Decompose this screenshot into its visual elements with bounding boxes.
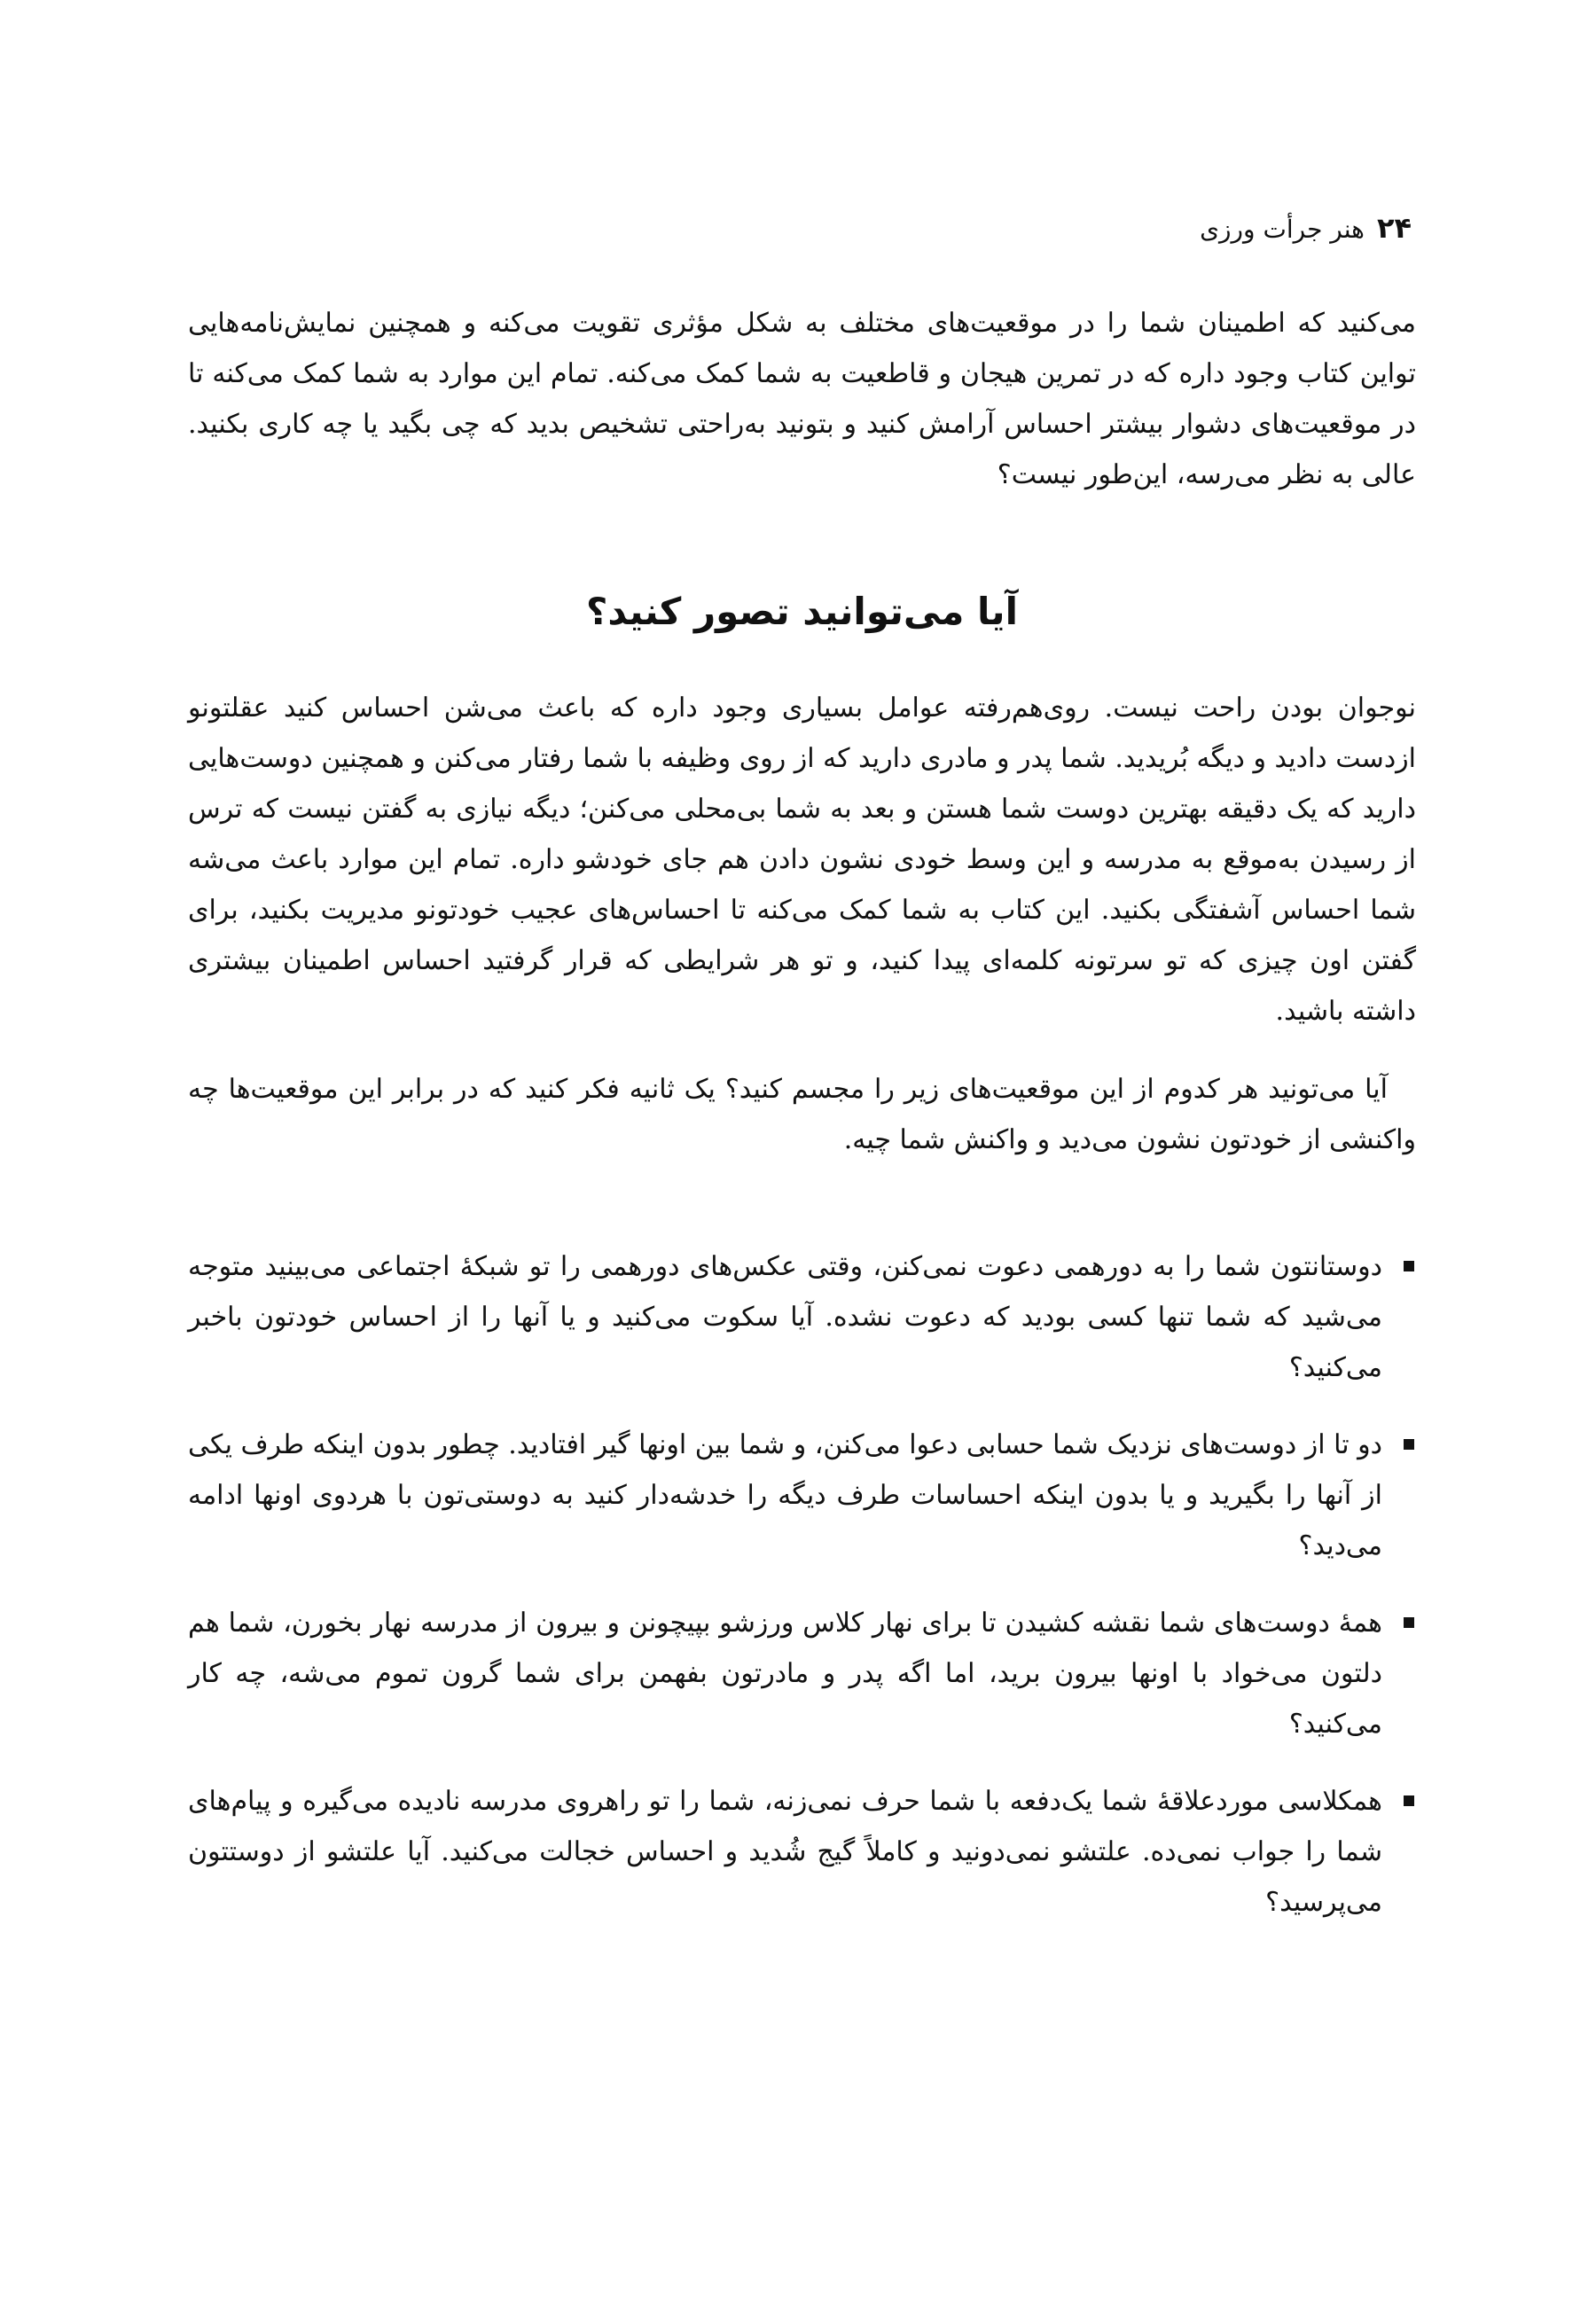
list-item	[188, 1776, 1416, 1928]
square-bullet-icon	[1404, 1439, 1414, 1450]
question-paragraph: آیا می‌تونید هر کدوم از این موقعیت‌های زیر را مجسم کنید؟ یک ثانیه فکر کنید که در برابر این موقعیت‌ها چه واکنشی از خودتون نشون می‌دید و واکنش شما چیه.	[188, 1074, 1416, 1155]
square-bullet-icon	[1404, 1261, 1414, 1271]
book-title: هنر جرأت ورزی	[1200, 215, 1365, 244]
section-heading: آیا می‌توانید تصور کنید؟	[586, 590, 1018, 633]
list-item-text: همکلاسی موردعلاقهٔ شما یک‌دفعه با شما حرف نمی‌زنه، شما را تو راهروی مدرسه نادیده می‌گیره و پیام‌های شما را جواب نمی‌ده. علتشو نمی‌دونید و کاملاً گیج شُدید و احساس خجالت می‌کنید. آیا علتشو از دوستتون می‌پرسید؟	[188, 1786, 1382, 1918]
square-bullet-icon	[1404, 1617, 1414, 1628]
list-item	[188, 1420, 1416, 1571]
list-item	[188, 1598, 1416, 1749]
intro-paragraph: می‌کنید که اطمینان شما را در موقعیت‌های مختلف به شکل مؤثری تقویت می‌کنه و همچنین نمایش‌نامه‌هایی تواین کتاب وجود داره که در تمرین هیجان و قاطعیت به شما کمک می‌کنه. تمام این موارد به شما کمک می‌کنه تا در موقعیت‌های دشوار بیشتر احساس آرامش کنید و بتونید به‌راحتی تشخیص بدید که چی بگید یا چه کاری بکنید. عالی به نظر می‌رسه، این‌طور نیست؟	[188, 308, 1416, 490]
list-item-text: دوستانتون شما را به دورهمی دعوت نمی‌کنن، وقتی عکس‌های دورهمی را تو شبکهٔ اجتماعی می‌بینید متوجه می‌شید که شما تنها کسی بودید که دعوت نشده. آیا سکوت می‌کنید و یا آنها را از احساس خودتون باخبر می‌کنید؟	[188, 1251, 1382, 1383]
list-item-text: همهٔ دوست‌های شما نقشه کشیدن تا برای نهار کلاس ورزشو بپیچونن و بیرون از مدرسه نهار بخورن، شما هم دلتون می‌خواد با اونها بیرون برید، اما اگه پدر و مادرتون بفهمن برای شما گرون تموم می‌شه، چه کار می‌کنید؟	[188, 1608, 1382, 1740]
running-header	[1200, 211, 1412, 245]
body-paragraph: نوجوان بودن راحت نیست. روی‌هم‌رفته عوامل بسیاری وجود داره که باعث می‌شن احساس کنید عقلتونو ازدست دادید و دیگه بُریدید. شما پدر و مادری دارید که از روی وظیفه با شما رفتار می‌کنن و همچنین دوست‌هایی دارید که یک دقیقه بهترین دوست شما هستن و بعد به شما بی‌محلی می‌کنن؛ دیگه نیازی به گفتن نیست که ترس از رسیدن به‌موقع به مدرسه و این وسط خودی نشون دادن هم جای خودشو داره. تمام این موارد باعث می‌شه شما احساس آشفتگی بکنید. این کتاب به شما کمک می‌کنه تا احساس‌های عجیب خودتونو مدیریت بکنید، برای گفتن اون چیزی که تو سرتونه کلمه‌ای پیدا کنید، و تو هر شرایطی که قرار گرفتید احساس اطمینان بیشتری داشته باشید.	[188, 692, 1416, 1027]
list-item	[188, 1241, 1416, 1393]
square-bullet-icon	[1404, 1795, 1414, 1806]
list-item-text: دو تا از دوست‌های نزدیک شما حسابی دعوا می‌کنن، و شما بین اونها گیر افتادید. چطور بدون اینکه طرف یکی از آنها را بگیرید و یا بدون اینکه احساسات طرف دیگه را خدشه‌دار کنید به دوستی‌تون با هردوی اونها ادامه می‌دید؟	[188, 1429, 1382, 1561]
page-number: ۲۴	[1376, 211, 1412, 245]
scenario-list	[188, 1241, 1416, 1954]
